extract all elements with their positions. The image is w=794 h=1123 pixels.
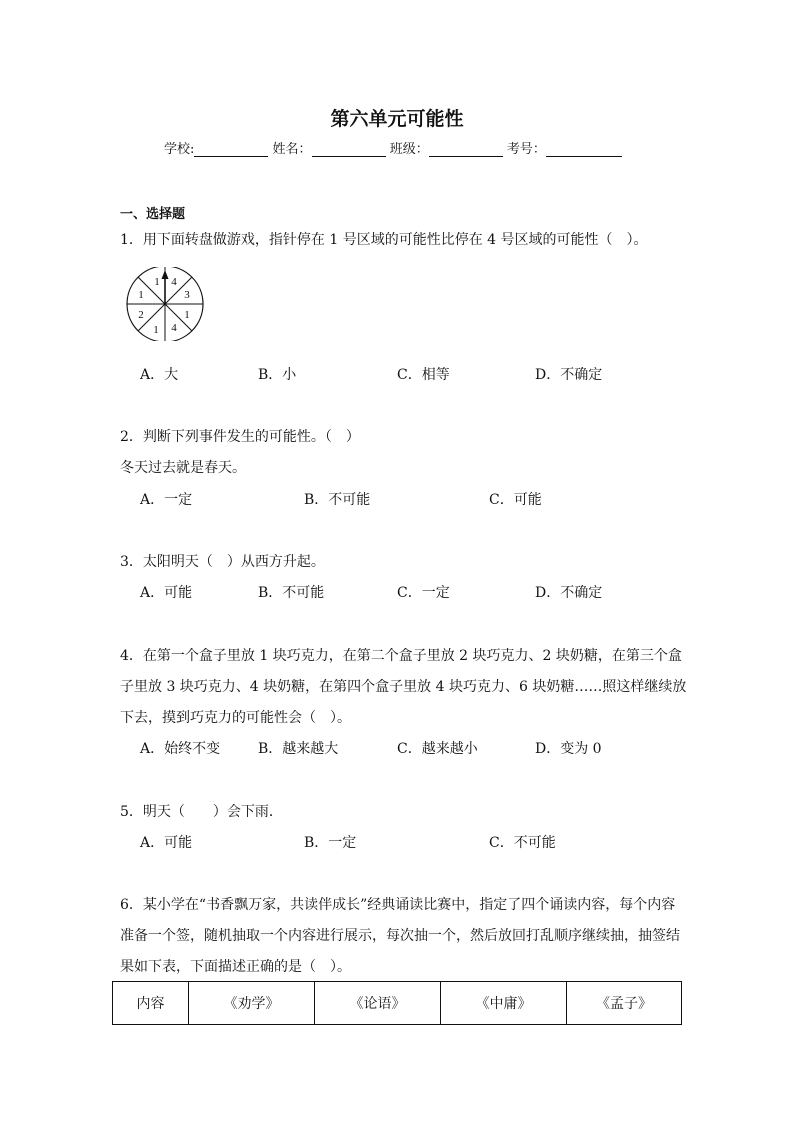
q2-option-b[interactable]: B．不可能 [304, 492, 371, 508]
q2-option-c[interactable]: C．可能 [489, 492, 542, 508]
q5-option-c[interactable]: C．不可能 [489, 835, 556, 851]
table-cell: 《论语》 [315, 982, 441, 1025]
q3-option-c[interactable]: C．一定 [397, 585, 450, 601]
draw-results-table [112, 981, 682, 1025]
q4-option-d[interactable]: D．变为 0 [535, 741, 602, 757]
pointer-arrow-icon [162, 270, 169, 279]
q4-option-c[interactable]: C．越来越小 [397, 741, 478, 757]
q5-option-b[interactable]: B．一定 [304, 835, 357, 851]
spinner-label: 3 [184, 289, 190, 301]
spinner-label: 1 [153, 324, 159, 336]
spinner-label: 1 [184, 309, 190, 321]
spinner-label: 1 [154, 276, 160, 288]
table-cell: 内容 [113, 982, 189, 1025]
q5-option-a[interactable]: A．可能 [140, 835, 193, 851]
table-cell: 《劝学》 [189, 982, 315, 1025]
page-title: 第六单元可能性 [330, 108, 464, 130]
question-1-stem: 1．用下面转盘做游戏，指针停在 1 号区域的可能性比停在 4 号区域的可能性（ ）。 [120, 232, 648, 248]
q1-option-b[interactable]: B．小 [258, 367, 297, 383]
class-label: 班级： [389, 142, 429, 157]
number-blank[interactable] [546, 142, 622, 157]
name-blank[interactable] [312, 142, 386, 157]
question-2-stem: 2．判断下列事件发生的可能性。（ ） [120, 429, 360, 445]
question-4-line: 4．在第一个盒子里放 1 块巧克力，在第二个盒子里放 2 块巧克力、2 块奶糖，在第三个盒 [120, 648, 682, 664]
q4-option-a[interactable]: A．始终不变 [140, 741, 221, 757]
question-4-line: 子里放 3 块巧克力、4 块奶糖，在第四个盒子里放 4 块巧克力、6 块奶糖……照这样继续放 [120, 679, 687, 695]
number-label: 考号： [506, 142, 546, 157]
question-6-line: 6．某小学在“书香飘万家，共读伴成长”经典诵读比赛中，指定了四个诵读内容，每个内容 [120, 897, 676, 913]
question-2-statement: 冬天过去就是春天。 [120, 460, 246, 476]
school-label: 学校: [164, 142, 195, 157]
name-label: 姓名： [272, 142, 312, 157]
student-info-line [164, 138, 622, 157]
class-blank[interactable] [429, 142, 503, 157]
table-cell: 《中庸》 [441, 982, 567, 1025]
q1-option-c[interactable]: C．相等 [397, 367, 450, 383]
spinner-label: 4 [171, 322, 177, 334]
section-heading: 一、选择题 [120, 207, 186, 222]
spinner-diagram [124, 267, 208, 341]
table-cell: 《孟子》 [567, 982, 682, 1025]
spinner-label: 2 [138, 309, 144, 321]
q3-option-b[interactable]: B．不可能 [258, 585, 325, 601]
q4-option-b[interactable]: B．越来越大 [258, 741, 339, 757]
q1-option-a[interactable]: A．大 [140, 367, 179, 383]
spinner-label: 1 [138, 289, 144, 301]
question-6-line: 果如下表，下面描述正确的是（ ）。 [120, 959, 351, 975]
question-6-line: 准备一个签，随机抽取一个内容进行展示，每次抽一个，然后放回打乱顺序继续抽，抽签结 [120, 928, 680, 944]
q3-option-a[interactable]: A．可能 [140, 585, 193, 601]
question-3-stem: 3．太阳明天（ ）从西方升起。 [120, 554, 325, 570]
question-5-stem: 5．明天（ ）会下雨． [120, 804, 283, 820]
spinner-label: 4 [171, 276, 177, 288]
school-blank[interactable] [194, 142, 268, 157]
q1-option-d[interactable]: D．不确定 [535, 367, 603, 383]
q2-option-a[interactable]: A．一定 [140, 492, 193, 508]
question-4-line: 下去，摸到巧克力的可能性会（ ）。 [120, 710, 351, 726]
table-row [113, 982, 682, 1025]
q3-option-d[interactable]: D．不确定 [535, 585, 603, 601]
